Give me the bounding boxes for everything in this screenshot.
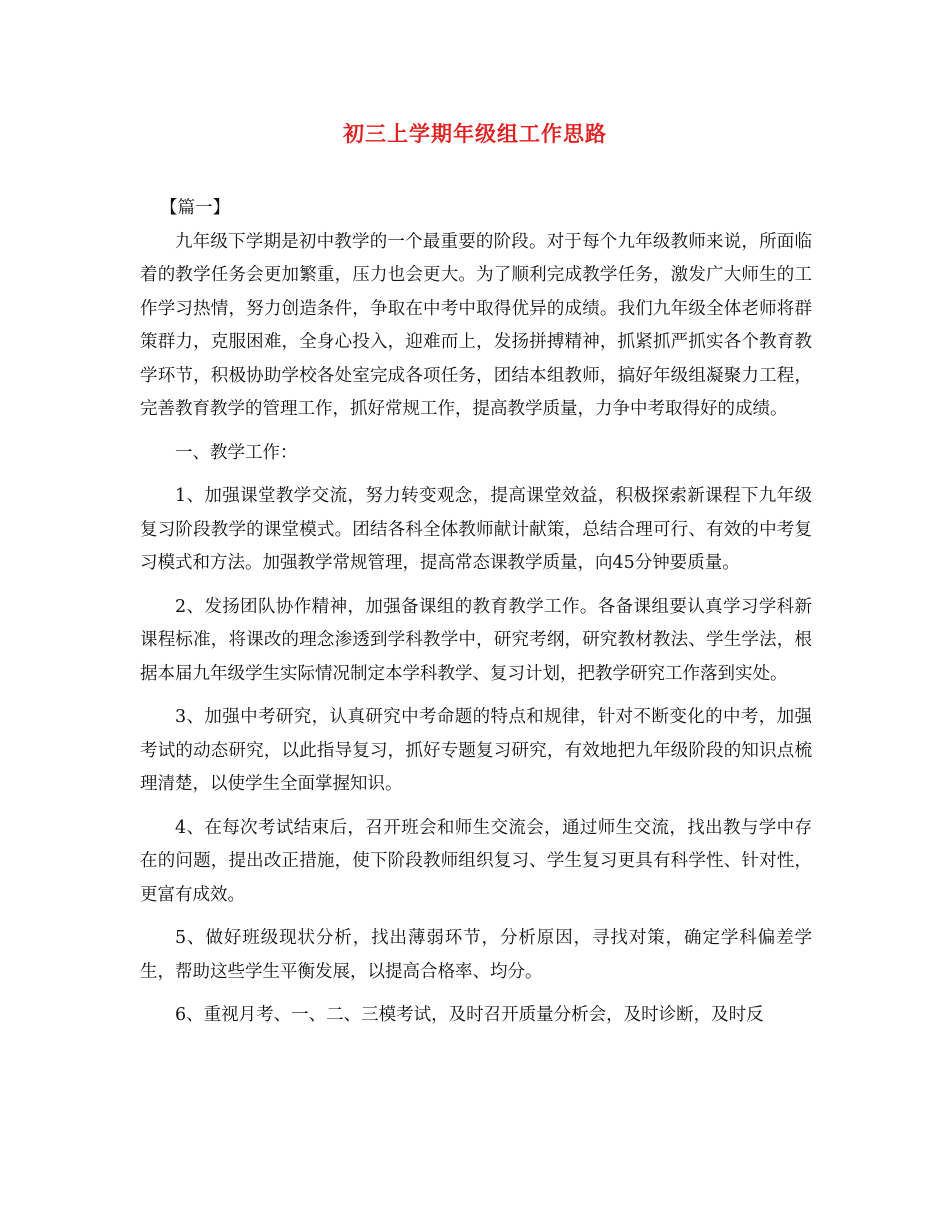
section-heading: 一、教学工作： (175, 442, 298, 463)
list-item-1: 1、加强课堂教学交流，努力转变观念，提高课堂效益，积极探索新课程下九年级复习阶段教学的课堂模式。团结各科全体教师献计献策，总结合理可行、有效的中考复习模式和方法。加强教学常规管理，提高常态课教学质量，向45分钟要质量。 (140, 486, 812, 573)
list-item-6: 6、重视月考、一、二、三模考试，及时召开质量分析会，及时诊断，及时反 (175, 1005, 764, 1025)
intro-paragraph: 九年级下学期是初中教学的一个最重要的阶段。对于每个九年级教师来说，所面临着的教学任务会更加繁重，压力也会更大。为了顺利完成教学任务，激发广大师生的工作学习热情，努力创造条件，争取在中考中取得优异的成绩。我们九年级全体老师将群策群力，克服困难，全身心投入，迎难而上，发扬拼搏精神，抓紧抓严抓实各个教育教学环节，积极协助学校各处室完成各项任务，团结本组教师，搞好年级组凝聚力工程，完善教育教学的管理工作，抓好常规工作，提高教学质量，力争中考取得好的成绩。 (140, 231, 812, 419)
list-item-5: 5、做好班级现状分析，找出薄弱环节，分析原因，寻找对策，确定学科偏差学生，帮助这些学生平衡发展，以提高合格率、均分。 (140, 928, 812, 982)
list-item-2: 2、发扬团队协作精神，加强备课组的教育教学工作。各备课组要认真学习学科新课程标准，将课改的理念渗透到学科教学中，研究考纲，研究教材教法、学生学法，根据本届九年级学生实际情况制定本学科教学、复习计划，把教学研究工作落到实处。 (140, 596, 812, 684)
document-body (140, 192, 812, 1033)
list-item-4: 4、在每次考试结束后，召开班会和师生交流会，通过师生交流，找出教与学中存在的问题，提出改正措施，使下阶段教师组织复习、学生复习更具有科学性、针对性，更富有成效。 (140, 817, 812, 905)
list-item-3: 3、加强中考研究，认真研究中考命题的特点和规律，针对不断变化的中考，加强考试的动态研究，以此指导复习，抓好专题复习研究，有效地把九年级阶段的知识点梳理清楚，以使学生全面掌握知识。 (140, 707, 812, 794)
section-label: 【篇一】 (160, 198, 230, 218)
document-title: 初三上学期年级组工作思路 (343, 121, 607, 146)
